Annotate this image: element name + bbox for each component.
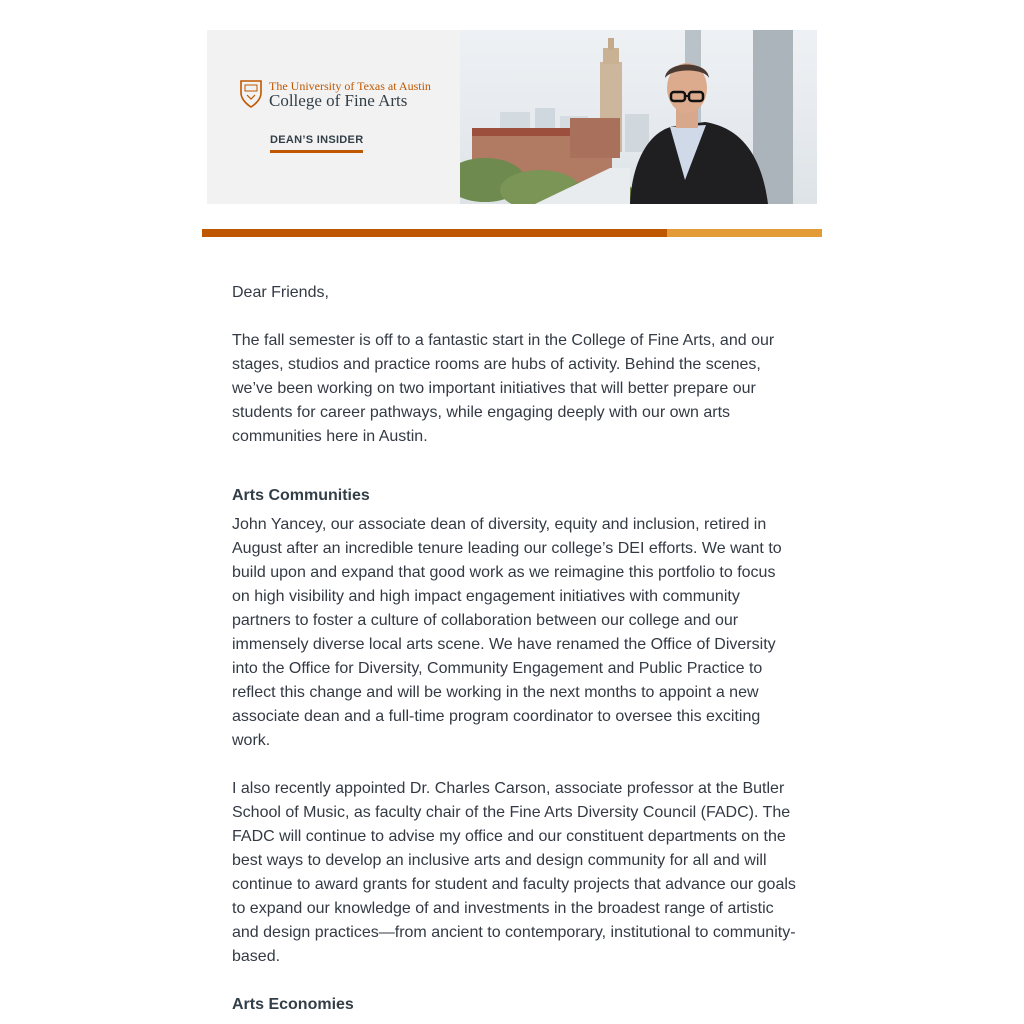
rule-segment-accent: [667, 229, 822, 237]
letter-body: [232, 281, 796, 1022]
dean-photo: [460, 30, 817, 204]
campus-scene-image: [460, 30, 817, 204]
rule-segment-primary: [202, 229, 667, 237]
section-heading-arts-economies: Arts Economies: [232, 996, 354, 1013]
newsletter-title: DEAN’S INSIDER: [270, 134, 363, 153]
arts-communities-paragraph-2: I also recently appointed Dr. Charles Carson, associate professor at the Butler School of Music, as faculty chair of the Fine Arts Diversity Council (FADC). The FADC will continue to advise my office and our constituent departments on the best ways to develop an inclusive arts and design community for all and will continue to award grants for student and faculty projects that advance our goals to expand our knowledge of and investments in the broadest range of artistic and design practices—from ancient to contemporary, institutional to community-based.: [232, 780, 796, 965]
ut-shield-icon: [239, 79, 263, 109]
greeting: Dear Friends,: [232, 284, 329, 301]
section-heading-arts-communities: Arts Communities: [232, 487, 370, 504]
arts-communities-paragraph-1: John Yancey, our associate dean of diversity, equity and inclusion, retired in August after an incredible tenure leading our college’s DEI efforts. We want to build upon and expand that good work as we reimagine this portfolio to focus on high visibility and high impact engagement initiatives with community partners to foster a culture of collaboration between our college and our immensely diverse local arts scene. We have renamed the Office of Diversity into the Office for Diversity, Community Engagement and Public Practice to reflect this change and will be working in the next months to appoint a new associate dean and a full-time program coordinator to oversee this exciting work.: [232, 516, 782, 749]
header-banner: [207, 30, 817, 204]
college-name: College of Fine Arts: [269, 91, 408, 110]
header-color-rule: [202, 229, 822, 237]
university-name: The University of Texas at Austin: [269, 79, 431, 93]
intro-paragraph: The fall semester is off to a fantastic start in the College of Fine Arts, and our stages, studios and practice rooms are hubs of activity. Behind the scenes, we’ve been working on two important initiatives that will better prepare our students for career pathways, while engaging deeply with our own arts communities here in Austin.: [232, 332, 775, 445]
brand-panel: [207, 30, 460, 204]
